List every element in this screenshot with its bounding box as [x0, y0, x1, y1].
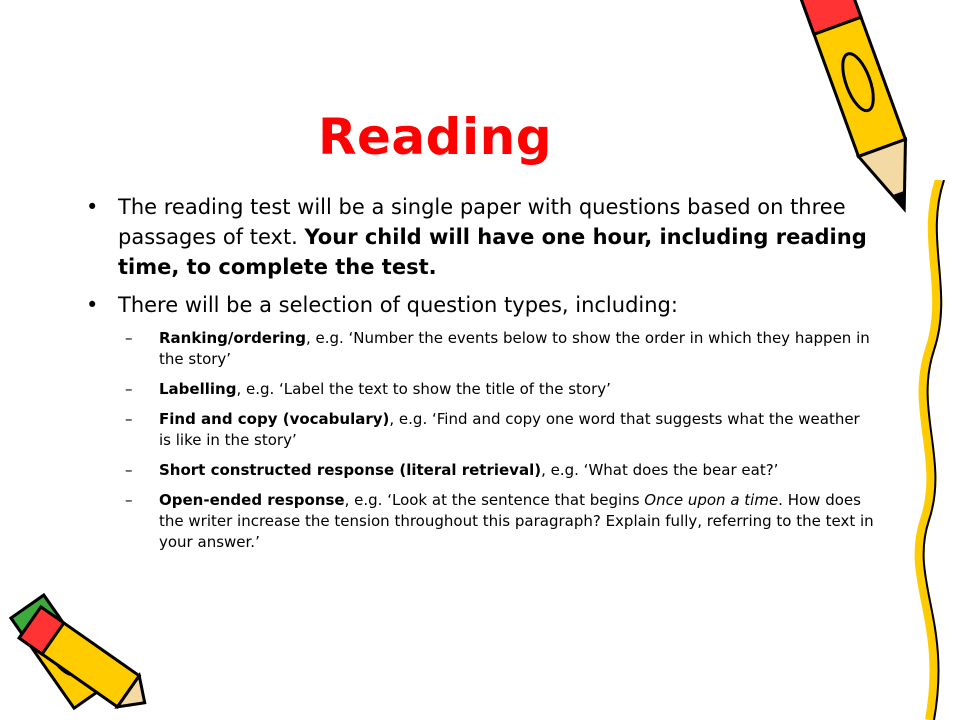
question-type-example: , e.g. ‘What does the bear eat?’	[541, 461, 779, 479]
question-type-name: Find and copy (vocabulary)	[159, 410, 390, 428]
question-type-name: Ranking/ordering	[159, 329, 306, 347]
slide-title: Reading	[318, 108, 552, 166]
crayon-border	[900, 180, 960, 720]
quoted-phrase: Once upon a time	[644, 491, 779, 509]
list-item	[84, 379, 874, 400]
question-type-list	[84, 328, 874, 553]
bullet-item	[84, 192, 874, 282]
question-type-name: Labelling	[159, 380, 237, 398]
list-item	[84, 460, 874, 481]
list-item	[84, 490, 874, 553]
question-type-example: , e.g. ‘Find and copy one word that suggests what the weather is like in the story’	[159, 410, 860, 449]
bullet-item	[84, 290, 874, 320]
slide-body	[84, 192, 874, 562]
question-type-example: , e.g. ‘Label the text to show the title of the story’	[236, 380, 611, 398]
question-type-name: Open-ended response	[159, 491, 345, 509]
list-item	[84, 328, 874, 370]
list-item	[84, 409, 874, 451]
question-type-example-end: . How does the writer increase the tension throughout this paragraph? Explain fully, referring to the text in your answer.’	[159, 491, 874, 551]
question-type-example: , e.g. ‘Number the events below to show the order in which they happen in the story’	[159, 329, 870, 368]
question-type-example: , e.g. ‘Look at the sentence that begins	[344, 491, 645, 509]
bullet-bold-text: Your child will have one hour, including reading time, to complete the test.	[118, 225, 867, 279]
question-type-name: Short constructed response (literal retrieval)	[159, 461, 542, 479]
pencils-icon	[0, 580, 150, 720]
bullet-text: There will be a selection of question types, including:	[118, 293, 678, 317]
bullet-text: The reading test will be a single paper with questions based on three passages of text.	[118, 195, 846, 249]
